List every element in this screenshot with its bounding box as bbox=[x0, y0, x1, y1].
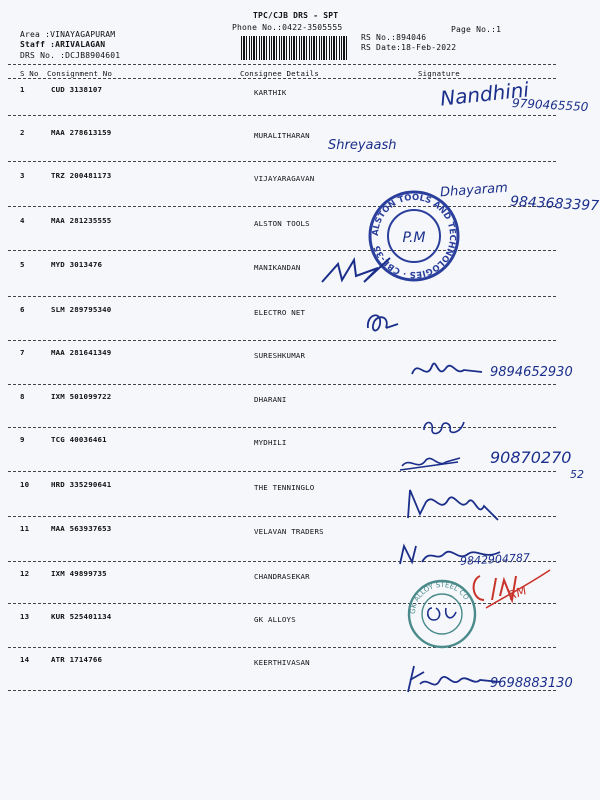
row-consignment: IXM 49899735 bbox=[51, 569, 107, 578]
document-title: TPC/CJB DRS - SPT bbox=[253, 11, 339, 20]
red-ink-initials: RM bbox=[506, 583, 529, 603]
signature-row-9 bbox=[398, 450, 464, 476]
table-row bbox=[0, 480, 600, 526]
row-sno: 8 bbox=[20, 392, 25, 401]
row-divider bbox=[8, 340, 556, 341]
row-consignment: MYD 3013476 bbox=[51, 260, 103, 269]
staff-field: Staff :ARIVALAGAN bbox=[20, 40, 106, 49]
row-consignee: KEERTHIVASAN bbox=[254, 658, 310, 667]
row-consignment: ATR 1714766 bbox=[51, 655, 103, 664]
seal-text: ALSTON TOOLS AND TECHNOLOGIES · CBE-35 bbox=[370, 192, 458, 280]
signature-row-5 bbox=[320, 250, 400, 290]
row-consignee: MANIKANDAN bbox=[254, 263, 301, 272]
column-header-divider bbox=[8, 78, 556, 79]
phone-note-row-3: 9843683397 bbox=[509, 193, 600, 215]
row-consignment: TRZ 200481173 bbox=[51, 171, 112, 180]
row-consignee: THE TENNINGLO bbox=[254, 483, 315, 492]
row-sno: 11 bbox=[20, 524, 30, 533]
row-sno: 10 bbox=[20, 480, 30, 489]
column-header-signature: Signature bbox=[418, 69, 460, 78]
row-consignment: MAA 278613159 bbox=[51, 128, 112, 137]
table-row bbox=[0, 260, 600, 306]
phone-number: Phone No.:0422-3505555 bbox=[232, 23, 343, 32]
signature-row-2: Shreyaash bbox=[328, 138, 397, 153]
table-row bbox=[0, 392, 600, 438]
header-divider bbox=[8, 64, 556, 65]
row-sno: 7 bbox=[20, 348, 25, 357]
table-row bbox=[0, 128, 600, 174]
row-consignee: VELAVAN TRADERS bbox=[254, 527, 324, 536]
row-divider bbox=[8, 471, 556, 472]
row-sno: 3 bbox=[20, 171, 25, 180]
signature-row-10 bbox=[404, 484, 504, 524]
page-number: Page No.:1 bbox=[451, 25, 502, 34]
row-sno: 2 bbox=[20, 128, 25, 137]
row-divider bbox=[8, 296, 556, 297]
row-divider bbox=[8, 206, 556, 207]
row-divider bbox=[8, 250, 556, 251]
table-row bbox=[0, 216, 600, 262]
row-sno: 13 bbox=[20, 612, 30, 621]
row-consignee: ELECTRO NET bbox=[254, 308, 306, 317]
row-consignee: VIJAYARAGAVAN bbox=[254, 174, 315, 183]
signature-row-6 bbox=[362, 306, 402, 338]
table-row bbox=[0, 612, 600, 658]
phone-note-row-11: 9842904787 bbox=[459, 551, 531, 568]
row-sno: 6 bbox=[20, 305, 25, 314]
row-consignee: CHANDRASEKAR bbox=[254, 572, 310, 581]
row-consignment: CUD 3138107 bbox=[51, 85, 103, 94]
gk-stamp-text: GK ALLOY STEEL CO bbox=[408, 580, 471, 615]
row-sno: 5 bbox=[20, 260, 25, 269]
phone-note-row-9b: 52 bbox=[570, 468, 584, 481]
row-sno: 12 bbox=[20, 569, 30, 578]
row-divider bbox=[8, 384, 556, 385]
signature-row-3: Dhayaram bbox=[439, 180, 509, 201]
row-divider bbox=[8, 161, 556, 162]
signature-row-8 bbox=[420, 412, 470, 438]
row-consignee: KARTHIK bbox=[254, 88, 287, 97]
row-consignee: MURALITHARAN bbox=[254, 131, 310, 140]
row-consignment: KUR 525401134 bbox=[51, 612, 112, 621]
phone-note-row-14: 9698883130 bbox=[490, 676, 573, 691]
column-header-sno: S No bbox=[20, 69, 39, 78]
barcode bbox=[241, 36, 347, 60]
row-consignee: GK ALLOYS bbox=[254, 615, 296, 624]
rs-number-field: RS No.:894046 bbox=[361, 33, 427, 42]
row-divider bbox=[8, 427, 556, 428]
row-sno: 4 bbox=[20, 216, 25, 225]
column-header-consignee: Consignee Details bbox=[240, 69, 320, 78]
phone-note-row-9: 90870270 bbox=[490, 448, 572, 467]
row-consignment: HRD 335290641 bbox=[51, 480, 112, 489]
column-header-consignment: Consignment No bbox=[47, 69, 113, 78]
signature-row-14 bbox=[404, 662, 504, 698]
gk-alloys-stamp bbox=[406, 578, 478, 650]
phone-note-row-1: 9790465550 bbox=[511, 96, 589, 114]
signature-row-7 bbox=[408, 352, 488, 384]
row-sno: 1 bbox=[20, 85, 25, 94]
row-divider bbox=[8, 115, 556, 116]
row-consignment: MAA 563937653 bbox=[51, 524, 112, 533]
table-row bbox=[0, 305, 600, 351]
row-consignee: MYDHILI bbox=[254, 438, 287, 447]
row-consignee: SURESHKUMAR bbox=[254, 351, 306, 360]
row-consignment: IXM 501099722 bbox=[51, 392, 112, 401]
row-consignment: SLM 289795340 bbox=[51, 305, 112, 314]
seal-mark: P.M bbox=[402, 230, 426, 246]
row-consignee: DHARANI bbox=[254, 395, 287, 404]
signature-row-1: Nandhini bbox=[438, 77, 531, 111]
row-consignment: MAA 281235555 bbox=[51, 216, 112, 225]
row-consignee: ALSTON TOOLS bbox=[254, 219, 310, 228]
area-field: Area :VINAYAGAPURAM bbox=[20, 30, 116, 39]
row-sno: 14 bbox=[20, 655, 30, 664]
phone-note-row-7: 9894652930 bbox=[490, 365, 573, 380]
row-consignment: TCG 40036461 bbox=[51, 435, 107, 444]
row-consignment: MAA 281641349 bbox=[51, 348, 112, 357]
rs-date-field: RS Date:18-Feb-2022 bbox=[361, 43, 457, 52]
drs-number-field: DRS No. :DCJB8904601 bbox=[20, 51, 121, 60]
row-sno: 9 bbox=[20, 435, 25, 444]
